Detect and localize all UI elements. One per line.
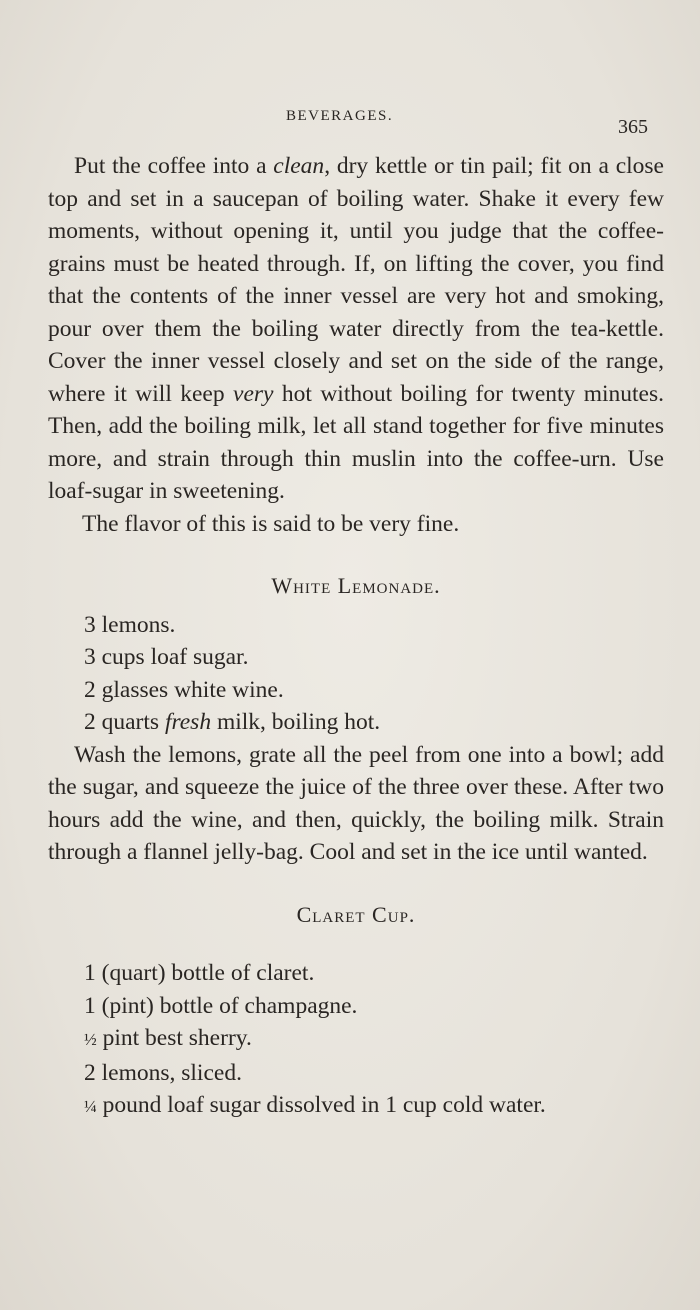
coffee-paragraph bbox=[48, 150, 664, 508]
ingredient-line bbox=[48, 706, 664, 739]
ingredient-text: milk, boiling hot. bbox=[211, 709, 381, 735]
white-lemonade-title: White Lemonade. bbox=[271, 573, 441, 598]
coffee-text-3: hot without boiling for twenty minutes. Then, add the boiling milk, let all stand together for five minutes more, and strain through thin muslin into the coffee-urn. Use loaf-sugar in sweetening. bbox=[48, 380, 664, 504]
running-head: BEVERAGES. bbox=[286, 108, 394, 124]
ingredient-line: 2 glasses white wine. bbox=[84, 676, 284, 703]
fraction: ¼ bbox=[84, 1097, 97, 1116]
ingredient-line bbox=[48, 1089, 664, 1124]
ingredient-line: 2 lemons, sliced. bbox=[84, 1059, 242, 1086]
ingredient-line: 3 lemons. bbox=[84, 611, 176, 638]
coffee-emphasis-clean: clean bbox=[273, 153, 325, 179]
ingredient-text: pound loaf sugar dissolved in 1 cup cold water. bbox=[96, 1092, 546, 1118]
claret-cup-title: Claret Cup. bbox=[296, 901, 416, 927]
fraction: ½ bbox=[84, 1030, 97, 1049]
coffee-emphasis-very: very bbox=[233, 380, 274, 407]
page-body bbox=[48, 150, 664, 1124]
coffee-text-1: Put the coffee into a bbox=[74, 153, 274, 179]
ingredient-emphasis-fresh: fresh bbox=[164, 709, 212, 735]
ingredient-line bbox=[48, 1022, 664, 1057]
flavor-paragraph: The flavor of this is said to be very fine. bbox=[82, 510, 460, 537]
ingredient-line: 1 (pint) bottle of champagne. bbox=[84, 992, 358, 1019]
page-number: 365 bbox=[618, 116, 648, 138]
page-header bbox=[0, 104, 700, 138]
lemonade-directions: Wash the lemons, grate all the peel from one into a bowl; add the sugar, and squeeze the juice of the three over these. After two hours add the wine, and then, quickly, the boiling milk. Strain through a flannel jelly-bag. Cool and set in the ice until wanted. bbox=[48, 741, 664, 865]
ingredient-line: 1 (quart) bottle of claret. bbox=[84, 960, 315, 986]
ingredient-text: pint best sherry. bbox=[96, 1025, 252, 1051]
coffee-text-2: , dry kettle or tin pail; fit on a close top and set in a saucepan of boiling water. Shake it every few moments, without opening it, until you judge that the coffee-grains must be heated through. If, on lifting the cover, you find that the contents of the inner vessel are very hot and smoking, pour over them the boiling water directly from the tea-kettle. Cover the inner vessel closely and set on the side of the range, where it will keep bbox=[48, 153, 664, 407]
ingredient-line: 3 cups loaf sugar. bbox=[84, 644, 249, 670]
ingredient-text: 2 quarts bbox=[84, 709, 165, 735]
